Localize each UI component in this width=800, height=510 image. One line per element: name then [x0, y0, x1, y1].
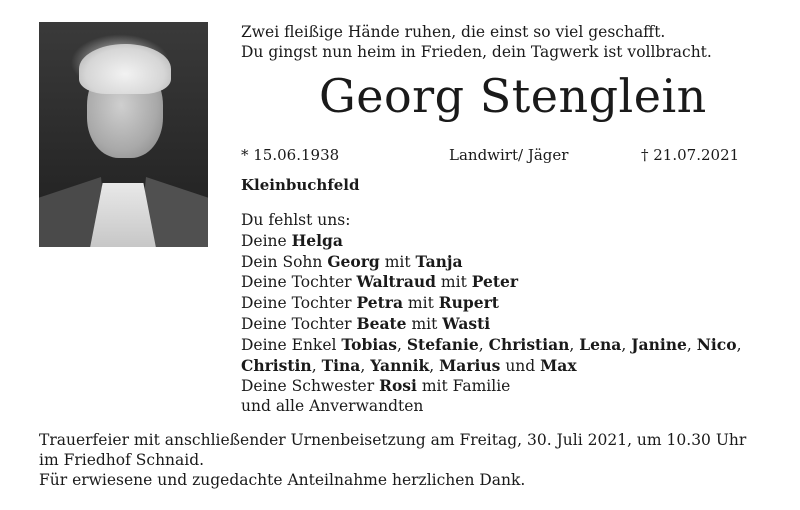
- relative-name: Marius: [439, 355, 501, 375]
- separator: ,: [311, 356, 322, 375]
- relative-name: Stefanie: [406, 334, 479, 354]
- funeral-notice: [39, 430, 746, 490]
- family-line: [241, 231, 742, 252]
- relation-text: Deine Tochter: [241, 294, 357, 313]
- verse-line-1: Zwei fleißige Hände ruhen, die einst so viel geschafft.: [241, 23, 666, 41]
- funeral-details: Trauerfeier mit anschließender Urnenbeisetzung am Freitag, 30. Juli 2021, um 10.30 Uhr: [39, 431, 747, 449]
- connector-text: mit: [406, 314, 443, 333]
- relative-name: Wasti: [442, 313, 491, 333]
- portrait-photo: [39, 22, 208, 247]
- separator: ,: [396, 335, 407, 354]
- relative-name: Tanja: [415, 251, 463, 271]
- family-line: [241, 252, 742, 273]
- thanks-line: Für erwiesene und zugedachte Anteilnahme herzlichen Dank.: [39, 471, 526, 489]
- relative-name: Janine: [631, 334, 687, 354]
- separator: ,: [686, 335, 697, 354]
- relative-name: Rosi: [379, 376, 417, 396]
- separator: ,: [429, 356, 440, 375]
- relative-name: Nico: [696, 334, 737, 354]
- family-line: [241, 314, 742, 335]
- relation-text: Deine Tochter: [241, 273, 357, 292]
- hometown: Kleinbuchfeld: [241, 176, 360, 194]
- occupation: Landwirt/ Jäger: [449, 146, 569, 164]
- relative-name: Tina: [321, 355, 361, 375]
- connector-text: mit: [435, 273, 472, 292]
- family-line: [241, 356, 742, 377]
- relation-text: Dein Sohn: [241, 252, 328, 271]
- verse: [241, 22, 712, 62]
- family-list: [241, 211, 742, 417]
- relative-name: Peter: [471, 272, 519, 292]
- verse-line-2: Du gingst nun heim in Frieden, dein Tagwerk ist vollbracht.: [241, 43, 712, 61]
- relative-name: Tobias: [341, 334, 397, 354]
- relative-name: Beate: [356, 313, 407, 333]
- connector-text: mit: [403, 294, 439, 313]
- relation-text: Deine Tochter: [241, 314, 357, 333]
- relative-name: Christian: [488, 334, 570, 354]
- relative-name: Waltraud: [356, 272, 436, 292]
- family-line: [241, 293, 742, 314]
- family-line: [241, 335, 742, 356]
- relative-name: Helga: [291, 230, 343, 250]
- separator: ,: [360, 356, 371, 375]
- photo-hair: [79, 44, 171, 94]
- connector-text: mit Familie: [416, 377, 511, 396]
- connector-text: und: [500, 356, 541, 375]
- relation-text: Deine: [241, 231, 292, 250]
- family-closing: und alle Anverwandten: [241, 397, 424, 416]
- relative-name: Max: [540, 355, 577, 375]
- birth-date: * 15.06.1938: [241, 146, 340, 164]
- separator: ,: [569, 335, 580, 354]
- death-date: † 21.07.2021: [641, 146, 740, 164]
- relative-name: Christin: [241, 355, 312, 375]
- relative-name: Rupert: [438, 293, 499, 313]
- funeral-location: im Friedhof Schnaid.: [39, 451, 205, 469]
- relative-name: Yannik: [370, 355, 430, 375]
- relation-text: Deine Enkel: [241, 335, 342, 354]
- connector-text: mit: [379, 252, 416, 271]
- relative-name: Petra: [356, 293, 403, 313]
- family-intro: Du fehlst uns:: [241, 211, 351, 229]
- separator: ,: [736, 335, 742, 354]
- deceased-name: Georg Stenglein: [319, 69, 707, 123]
- relative-name: Georg: [327, 251, 380, 271]
- separator: ,: [478, 335, 489, 354]
- family-line: [241, 272, 742, 293]
- family-line: [241, 376, 742, 397]
- separator: ,: [621, 335, 632, 354]
- relation-text: Deine Schwester: [241, 377, 380, 396]
- relative-name: Lena: [579, 334, 622, 354]
